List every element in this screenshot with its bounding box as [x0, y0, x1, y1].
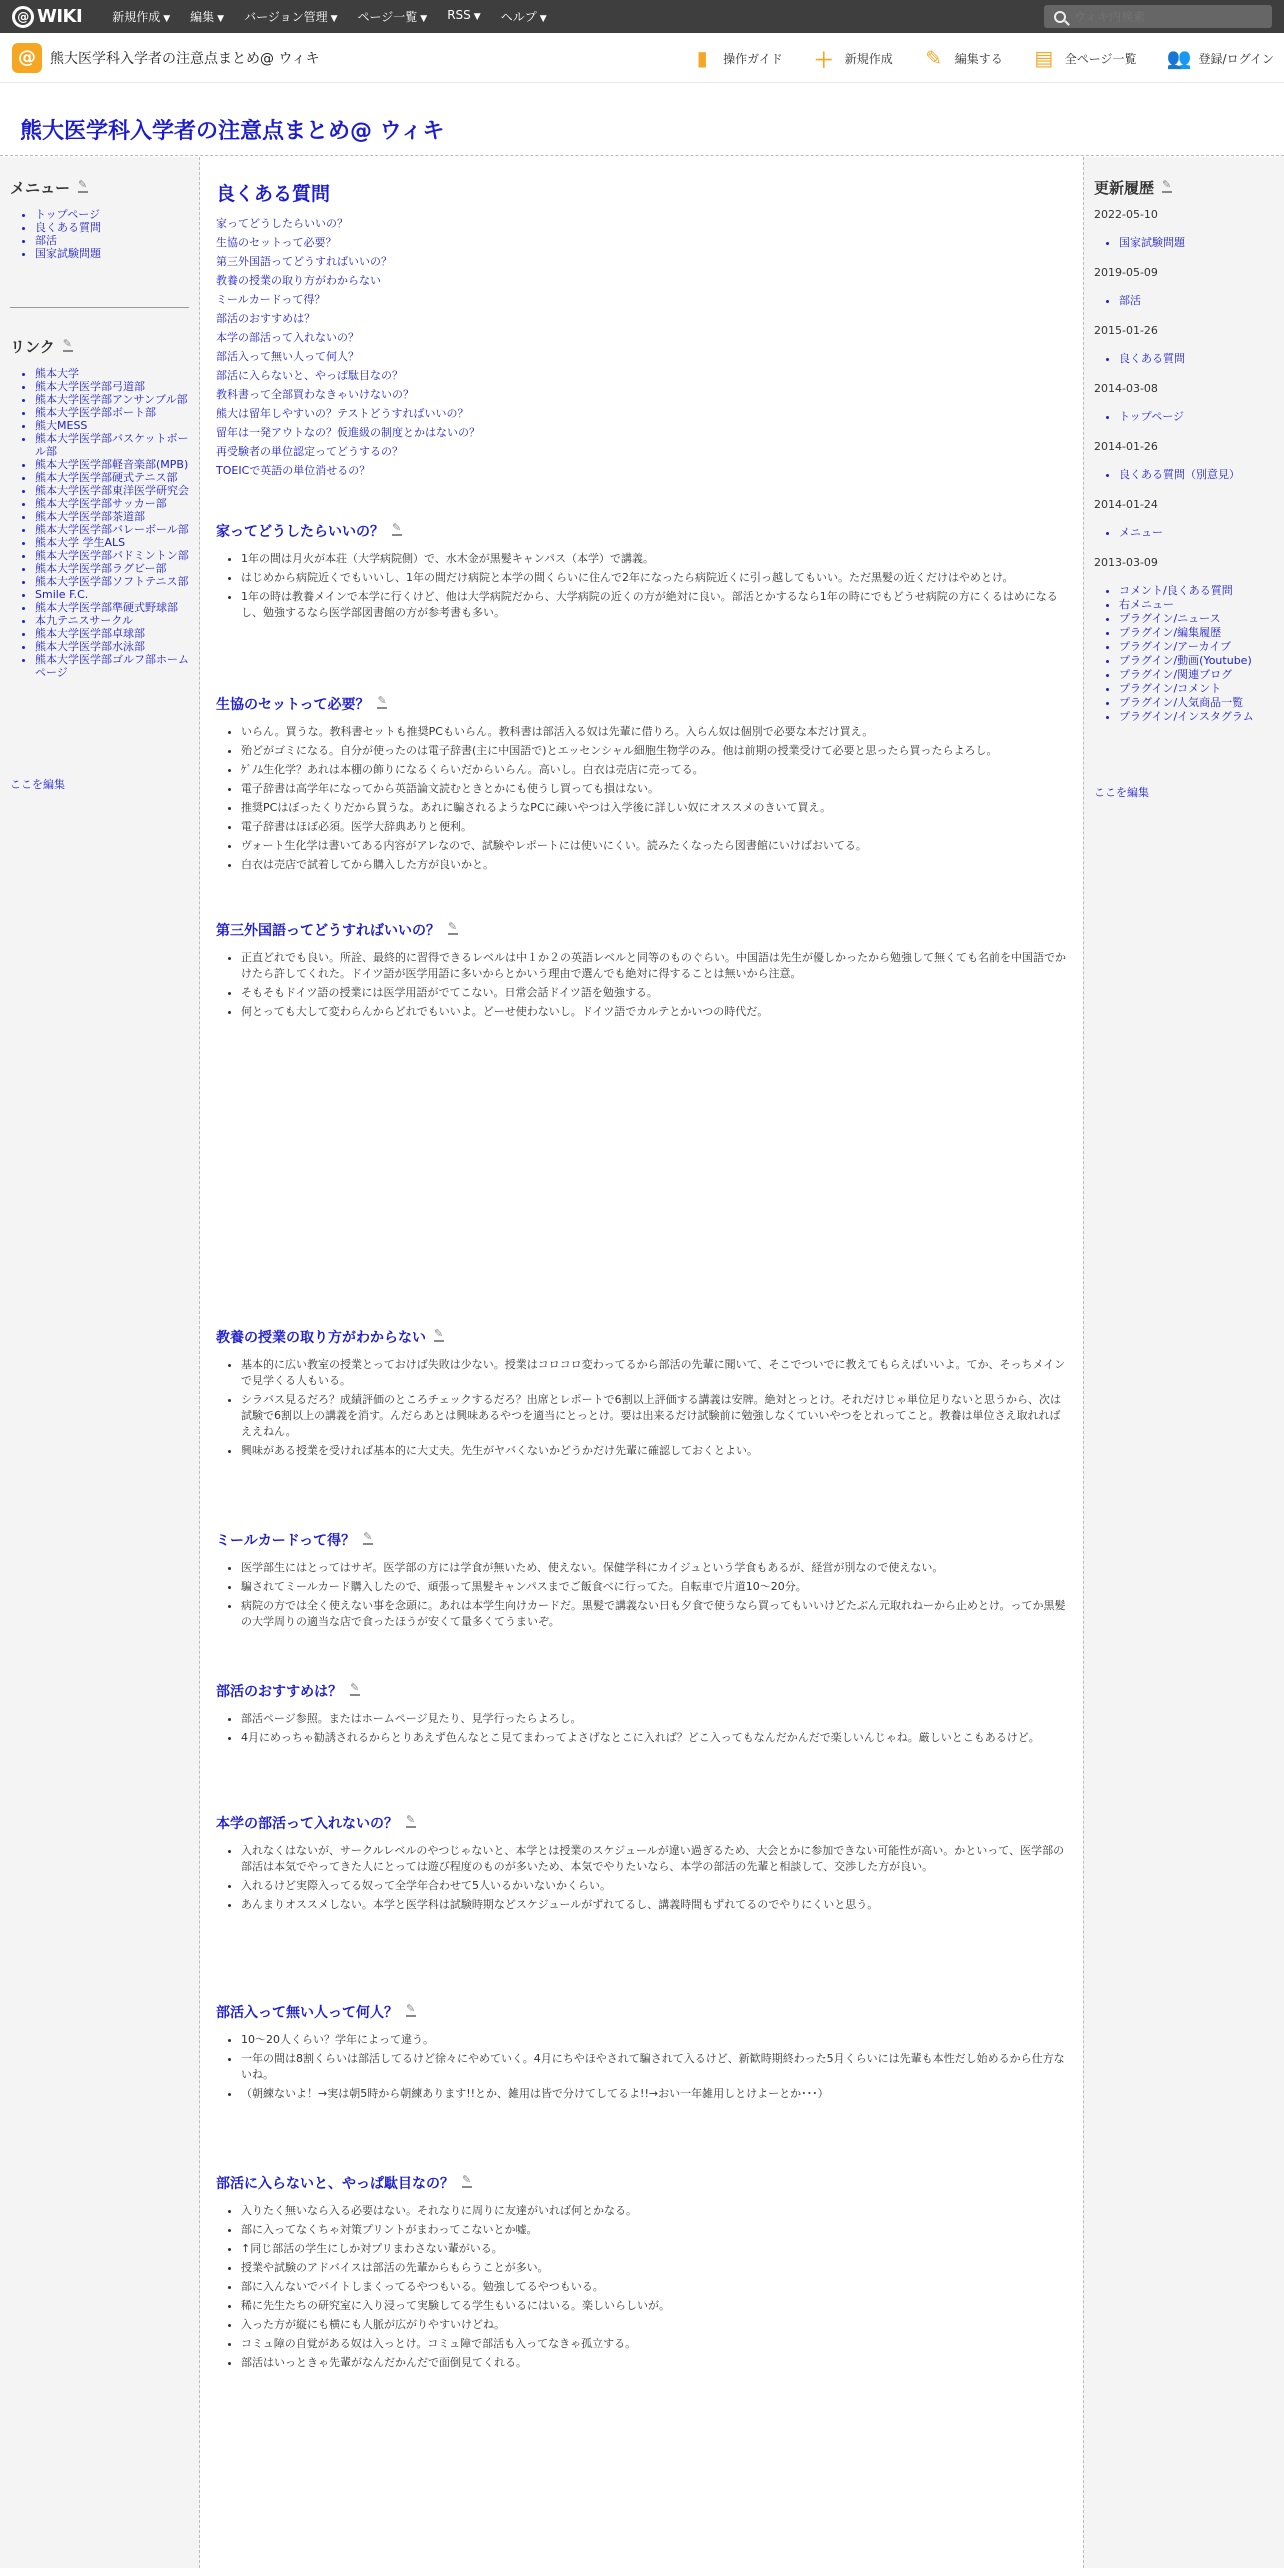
link-item[interactable]: • 熊本大学医学部ボート部 [35, 406, 189, 419]
book-icon: ▮ [696, 46, 708, 70]
edit-pencil-icon[interactable] [406, 2007, 416, 2017]
left-sidebar [0, 157, 200, 2568]
toc-link[interactable]: ミールカードって得？ [216, 293, 326, 306]
link-item[interactable]: • 熊本大学医学部弓道部 [35, 380, 189, 393]
toc-link[interactable]: TOEICで英語の単位消せるの？ [216, 464, 371, 477]
menu-item[interactable]: • 部活 [35, 234, 189, 247]
faq-section [216, 1813, 1066, 1916]
answer-list [216, 1843, 1066, 1913]
edit-pencil-icon[interactable] [63, 342, 73, 352]
toc-link[interactable]: 部活のおすすめは？ [216, 312, 316, 325]
faq-section [216, 920, 1066, 1023]
faq-section [216, 2002, 1066, 2105]
history-item[interactable]: • プラグイン/アーカイブ [1119, 640, 1274, 654]
link-item[interactable]: • 熊本大学医学部バレーボール部 [35, 523, 189, 536]
toc-link[interactable]: 再受験者の単位認定ってどうするの？ [216, 445, 403, 458]
toc-link[interactable]: 部活に入らないと、やっぱ駄目なの？ [216, 369, 403, 382]
menu-heading: メニュー ✎ [10, 177, 189, 198]
search-input[interactable] [1074, 10, 1254, 24]
menu-item[interactable]: • トップページ [35, 208, 189, 221]
top-menu-item[interactable]: ヘルプ ▼ [500, 10, 547, 24]
site-name[interactable]: 熊大医学科入学者の注意点まとめ@ ウィキ [50, 50, 320, 67]
answer-item: • 入れなくはないが、サークルレベルのやつじゃないと、本学とは授業のスケジュールが違い過ぎるため、大会とかに参加できない可能性が高い。かといって、医学部の部活は本気でやってきた人にとっては遊び程度のものが多いため、本気でやりたいなら、本学の部活の先輩と相談して、交渉した方が良い。 [241, 1843, 1066, 1875]
edit-pencil-icon[interactable] [462, 2178, 472, 2188]
answer-item: • 基本的に広い教室の授業とっておけば失敗は少ない。授業はコロコロ変わってるから部活の先輩に聞いて、そこでついでに教えてもらえばいいよ。てか、そっちメインで見学くる人もいる。 [241, 1357, 1066, 1389]
link-item[interactable]: • 熊本大学医学部アンサンブル部 [35, 393, 189, 406]
page-list-button[interactable]: ▤ 全ページ一覧 [1034, 46, 1137, 70]
answer-item: • 推奨PCはぼったくりだから買うな。あれに騙されるようなPCに疎いやつは入学後に詳しい奴にオススメのきいて買え。 [241, 800, 1066, 816]
history-item[interactable]: • コメント/良くある質問 [1119, 584, 1274, 598]
history-list [1094, 526, 1274, 540]
answer-item: • 部活ページ参照。またはホームページ見たり、見学行ったらよろし。 [241, 1711, 1066, 1727]
history-date: 2014-01-24 [1094, 498, 1158, 511]
caret-down-icon: ▼ [539, 14, 547, 24]
history-item[interactable]: • プラグイン/インスタグラム [1119, 710, 1274, 724]
answer-item: • 電子辞書は高学年になってから英語論文読むときとかにも使うし買っても損はない。 [241, 781, 1066, 797]
toc-link[interactable]: 教科書って全部買わなきゃいけないの？ [216, 388, 414, 401]
top-menu-item[interactable]: RSS ▼ [447, 8, 481, 22]
at-logo-icon: @ [12, 6, 34, 28]
answer-item: • 部活はいっときゃ先輩がなんだかんだで面倒見てくれる。 [241, 2355, 1066, 2371]
new-page-button[interactable]: ＋ 新規作成 [813, 44, 893, 73]
answer-item: • いらん。買うな。教科書セットも推奨PCもいらん。教科書は部活入る奴は先輩に借りろ。入らん奴は個別で必要な本だけ買え。 [241, 724, 1066, 740]
link-heading: リンク ✎ [10, 336, 189, 357]
history-list [1094, 410, 1274, 424]
link-item[interactable]: • 熊本大学医学部ラグビー部 [35, 562, 189, 575]
login-button[interactable]: 👥 登録/ログイン [1166, 46, 1274, 70]
menu-item[interactable]: • 良くある質問 [35, 221, 189, 234]
answer-item: • 殆どがゴミになる。自分が使ったのは電子辞書(主に中国語で)とエッセンシャル細胞生物学のみ。他は前期の授業受けて必要と思ったら買ったらよろし。 [241, 743, 1066, 759]
edit-pencil-icon[interactable] [78, 183, 88, 193]
history-date: 2014-01-26 [1094, 440, 1158, 453]
answer-item: • 電子辞書はほぼ必須。医学大辞典ありと便利。 [241, 819, 1066, 835]
answer-item: • コミュ障の自覚がある奴は入っとけ。コミュ障で部活も入ってなきゃ孤立する。 [241, 2336, 1066, 2352]
site-header [0, 33, 1284, 83]
top-menu-item[interactable]: 編集 ▼ [190, 10, 225, 24]
section-heading: ミールカードって得？ ✎ [216, 1530, 1066, 1550]
caret-down-icon: ▼ [217, 14, 225, 24]
pencil-icon: ✎ [925, 46, 943, 70]
toc-link[interactable]: 本学の部活って入れないの？ [216, 331, 359, 344]
history-date: 2022-05-10 [1094, 208, 1158, 221]
answer-item: • 興味がある授業を受ければ基本的に大丈夫。先生がヤバくないかどうかだけ先輩に確認しておくとよい。 [241, 1443, 1066, 1459]
answer-list [216, 724, 1066, 873]
section-heading: 本学の部活って入れないの？ ✎ [216, 1813, 1066, 1833]
edit-here-link[interactable]: ここを編集 [1094, 786, 1149, 799]
answer-item: • 一年の間は8割くらいは部活してるけど徐々にやめていく。4月にちやほやされて騙されて入るけど、新歓時期終わった5月くらいには先輩も本性だし始めるから仕方ないね。 [241, 2051, 1066, 2083]
history-item[interactable]: • プラグイン/動画(Youtube) [1119, 654, 1274, 668]
guide-button[interactable]: ▮ 操作ガイド [691, 46, 783, 70]
answer-list [216, 551, 1066, 621]
link-item[interactable]: • 熊本大学 [35, 367, 189, 380]
edit-pencil-icon[interactable] [377, 699, 387, 709]
history-item[interactable]: • プラグイン/人気商品一覧 [1119, 696, 1274, 710]
toc-link[interactable]: 留年は一発アウトなの？仮進級の制度とかはないの？ [216, 426, 480, 439]
link-item[interactable]: • 熊本大学医学部軽音楽部(MPB) [35, 458, 189, 471]
history-list [1094, 468, 1274, 482]
table-of-contents [216, 214, 1068, 480]
caret-down-icon: ▼ [163, 14, 171, 24]
answer-item: • 正直どれでも良い。所詮、最終的に習得できるレベルは中１か２の英語レベルと同等のものぐらい。中国語は先生が優しかったから勉強して無くても名前を中国語でかけたら許してくれた。ドイツ語が医学用語に多いからとかいう理由で選んでも絶対に得することは無いから注意。 [241, 950, 1066, 982]
link-item[interactable]: • 熊本大学医学部ゴルフ部ホームページ [35, 653, 189, 679]
history-list [1094, 352, 1274, 366]
link-item[interactable]: • 熊本大学医学部水泳部 [35, 640, 189, 653]
search-icon [1054, 11, 1066, 23]
section-heading: 生協のセットって必要？ ✎ [216, 694, 1066, 714]
answer-item: • 10～20人くらい？学年によって違う。 [241, 2032, 1066, 2048]
answer-list [216, 2203, 1066, 2371]
section-heading: 部活に入らないと、やっぱ駄目なの？ ✎ [216, 2173, 1066, 2193]
edit-here-link[interactable]: ここを編集 [10, 778, 65, 791]
history-item[interactable]: • メニュー [1119, 526, 1274, 540]
atwiki-logo[interactable] [12, 6, 82, 28]
answer-item: • 授業や試験のアドバイスは部活の先輩からもらうことが多い。 [241, 2260, 1066, 2276]
answer-item: • そもそもドイツ語の授業には医学用語がでてこない。日常会話ドイツ語を勉強する。 [241, 985, 1066, 1001]
edit-pencil-icon[interactable] [392, 526, 402, 536]
toc-link[interactable]: 家ってどうしたらいいの？ [216, 217, 348, 230]
link-item[interactable]: • 熊本大学医学部準硬式野球部 [35, 601, 189, 614]
document-icon: ▤ [1034, 46, 1054, 70]
link-item[interactable]: • 熊本大学医学部バドミントン部 [35, 549, 189, 562]
faq-title: 良くある質問 [216, 183, 331, 205]
answer-item: • 4月にめっちゃ勧誘されるからとりあえず色んなとこ見てまわってよさげなとこに入れば？どこ入ってもなんだかんだで楽しいんじゃね。厳しいとこもあるけど。 [241, 1730, 1066, 1746]
answer-item: • 入りたく無いなら入る必要はない。それなりに周りに友達がいれば何とかなる。 [241, 2203, 1066, 2219]
history-item[interactable]: • プラグイン/ニュース [1119, 612, 1274, 626]
users-icon: 👥 [1166, 46, 1192, 70]
answer-list [216, 1560, 1066, 1630]
answer-item: • 病院の方では全く使えない事を念頭に。あれは本学生向けカードだ。黒髪で講義ない日も夕食で使うなら買ってもいいけどたぶん元取れねーから止めとけ。ってか黒髪の大学周りの適当な店で食ったほうが安くて量多くてうまいぞ。 [241, 1598, 1066, 1630]
edit-pencil-icon[interactable] [406, 1818, 416, 1828]
link-item[interactable]: • 熊大MESS [35, 419, 189, 432]
answer-item: • 部に入ってなくちゃ対策プリントがまわってこないとか嘘。 [241, 2222, 1066, 2238]
toc-link[interactable]: 部活入って無い人って何人？ [216, 350, 359, 363]
caret-down-icon: ▼ [330, 14, 338, 24]
history-list [1094, 584, 1274, 724]
history-item[interactable]: • 良くある質問 [1119, 352, 1274, 366]
edit-pencil-icon[interactable] [448, 925, 458, 935]
answer-item: • 1年の間は月火が本荘（大学病院側）で、水木金が黒髪キャンパス（本学）で講義。 [241, 551, 1066, 567]
toc-link[interactable]: 熊大は留年しやすいの？テストどうすればいいの？ [216, 407, 469, 420]
history-item[interactable]: • プラグイン/関連ブログ [1119, 668, 1274, 682]
history-date: 2014-03-08 [1094, 382, 1158, 395]
answer-item: • 入った方が縦にも横にも人脈が広がりやすいけどね。 [241, 2317, 1066, 2333]
answer-item: • 騙されてミールカード購入したので、頑張って黒髪キャンパスまでご飯食べに行ってた。自転車で片道10～20分。 [241, 1579, 1066, 1595]
faq-section [216, 694, 1066, 876]
divider [10, 307, 189, 308]
header-actions [661, 33, 1274, 83]
answer-item: • （朝練ないよ！→実は朝5時から朝練あります!!とか、雑用は皆で分けてしてるよ!!→おい一年雑用しとけよーとか･･･） [241, 2086, 1066, 2102]
history-list [1094, 236, 1274, 250]
history-list [1094, 294, 1274, 308]
answer-list [216, 2032, 1066, 2102]
toc-link[interactable]: 生協のセットって必要？ [216, 236, 337, 249]
link-item[interactable]: • 熊本大学医学部バスケットボール部 [35, 432, 189, 458]
history-item[interactable]: • 良くある質問（別意見） [1119, 468, 1274, 482]
update-history [1094, 208, 1274, 724]
history-date: 2015-01-26 [1094, 324, 1158, 337]
top-menu-item[interactable]: ページ一覧 ▼ [357, 10, 428, 24]
history-item[interactable]: • 部活 [1119, 294, 1274, 308]
menu-list [10, 208, 189, 260]
top-bar [0, 0, 1284, 33]
section-heading: 第三外国語ってどうすればいいの？ ✎ [216, 920, 1066, 940]
history-item[interactable]: • 国家試験問題 [1119, 236, 1274, 250]
answer-list [216, 1711, 1066, 1746]
menu-item[interactable]: • 国家試験問題 [35, 247, 189, 260]
link-item[interactable]: • 熊本大学医学部卓球部 [35, 627, 189, 640]
top-menu-item[interactable]: 新規作成 ▼ [112, 10, 171, 24]
section-heading: 教養の授業の取り方がわからない ✎ [216, 1327, 1066, 1347]
link-item[interactable]: • 熊本大学 学生ALS [35, 536, 189, 549]
link-item[interactable]: • 熊本大学医学部硬式テニス部 [35, 471, 189, 484]
toc-link[interactable]: 第三外国語ってどうすればいいの？ [216, 255, 392, 268]
history-heading: 更新履歴 ✎ [1094, 177, 1274, 198]
answer-item: • 入れるけど実際入ってる奴って全学年合わせて5人いるかいないかくらい。 [241, 1878, 1066, 1894]
faq-section [216, 1681, 1066, 1749]
answer-item: • シラバス見るだろ？成績評価のところチェックするだろ？出席とレポートで6割以上評価する講義は安牌。絶対とっとけ。それだけじゃ単位足りないと思うから、次は試験で6割以上の講義を消す。んだらあとは興味あるやつを適当にとっとけ。要は出来るだけ試験前に勉強しなくていいやつをとれってこと。教養は単位さえ取れればええねん。 [241, 1392, 1066, 1440]
faq-section [216, 1327, 1066, 1462]
section-heading: 部活のおすすめは？ ✎ [216, 1681, 1066, 1701]
link-item[interactable]: • 熊本大学医学部東洋医学研究会 [35, 484, 189, 497]
answer-item: • 部に入んないでバイトしまくってるやつもいる。勉強してるやつもいる。 [241, 2279, 1066, 2295]
plus-icon: ＋ [813, 47, 834, 72]
edit-pencil-icon[interactable] [434, 1332, 444, 1342]
toc-link[interactable]: 教養の授業の取り方がわからない [216, 274, 381, 287]
history-date: 2019-05-09 [1094, 266, 1158, 279]
main-content [201, 157, 1083, 2568]
edit-pencil-icon[interactable] [363, 1535, 373, 1545]
history-item[interactable]: • プラグイン/コメント [1119, 682, 1274, 696]
site-icon[interactable]: @ [12, 43, 42, 73]
faq-section [216, 1530, 1066, 1633]
faq-section [216, 521, 1066, 624]
top-menu [102, 8, 556, 25]
section-heading: 家ってどうしたらいいの？ ✎ [216, 521, 1066, 541]
link-item[interactable]: • 熊本大学医学部サッカー部 [35, 497, 189, 510]
answer-list [216, 1357, 1066, 1459]
answer-item: • 稀に先生たちの研究室に入り浸って実験してる学生もいるにはいる。楽しいらしいが。 [241, 2298, 1066, 2314]
answer-list [216, 950, 1066, 1020]
answer-item: • ｹﾞﾉﾑ生化学？あれは本棚の飾りになるくらいだからいらん。高いし。白衣は売店に売ってる。 [241, 762, 1066, 778]
caret-down-icon: ▼ [473, 12, 481, 22]
edit-pencil-icon[interactable] [350, 1686, 360, 1696]
edit-pencil-icon[interactable] [1162, 183, 1172, 193]
answer-item: • あんまりオススメしない。本学と医学科は試験時期などスケジュールがずれてるし、講義時間もずれてるのでやりにくいと思う。 [241, 1897, 1066, 1913]
search-box[interactable] [1044, 5, 1272, 28]
link-item[interactable]: • 本九テニスサークル [35, 614, 189, 627]
right-sidebar [1083, 157, 1284, 2568]
title-band [0, 84, 1284, 156]
edit-button[interactable]: ✎ 編集する [923, 46, 1003, 70]
link-item[interactable]: • 熊本大学医学部ソフトテニス部 [35, 575, 189, 588]
answer-item: • はじめから病院近くでもいいし、1年の間だけ病院と本学の間くらいに住んで2年になったら病院近くに引っ越してもいい。ただ黒髪の近くだけはやめとけ。 [241, 570, 1066, 586]
answer-item: • ↑同じ部活の学生にしか対プリまわさない輩がいる。 [241, 2241, 1066, 2257]
history-item[interactable]: • 右メニュー [1119, 598, 1274, 612]
answer-item: • 白衣は売店で試着してから購入した方が良いかと。 [241, 857, 1066, 873]
link-item[interactable]: • 熊本大学医学部茶道部 [35, 510, 189, 523]
answer-item: • 医学部生にはとってはサギ。医学部の方には学食が無いため、使えない。保健学科にカイジュという学食もあるが、経営が別なので使えない。 [241, 1560, 1066, 1576]
page-title[interactable]: 熊大医学科入学者の注意点まとめ@ ウィキ [20, 119, 445, 144]
caret-down-icon: ▼ [420, 14, 428, 24]
logo-text: WIKI [37, 6, 83, 27]
faq-section [216, 2173, 1066, 2374]
top-menu-item[interactable]: バージョン管理 ▼ [244, 10, 338, 24]
section-heading: 部活入って無い人って何人？ ✎ [216, 2002, 1066, 2022]
link-list [10, 367, 189, 679]
history-item[interactable]: • トップページ [1119, 410, 1274, 424]
answer-item: • 何とっても大して変わらんからどれでもいいよ。どーせ使わないし。ドイツ語でカルテとかいつの時代だ。 [241, 1004, 1066, 1020]
history-date: 2013-03-09 [1094, 556, 1158, 569]
history-item[interactable]: • プラグイン/編集履歴 [1119, 626, 1274, 640]
link-item[interactable]: • Smile F.C. [35, 588, 189, 601]
answer-item: • 1年の時は教養メインで本学に行くけど、他は大学病院だから、大学病院の近くの方が絶対に良い。部活とかするなら1年の時にでもどうせ病院の方にくるはめになるし、勉強するなら医学部図書館の方が参考書も多い。 [241, 589, 1066, 621]
answer-item: • ヴォート生化学は書いてある内容がアレなので、試験やレポートには使いにくい。読みたくなったら図書館にいけばおいてる。 [241, 838, 1066, 854]
